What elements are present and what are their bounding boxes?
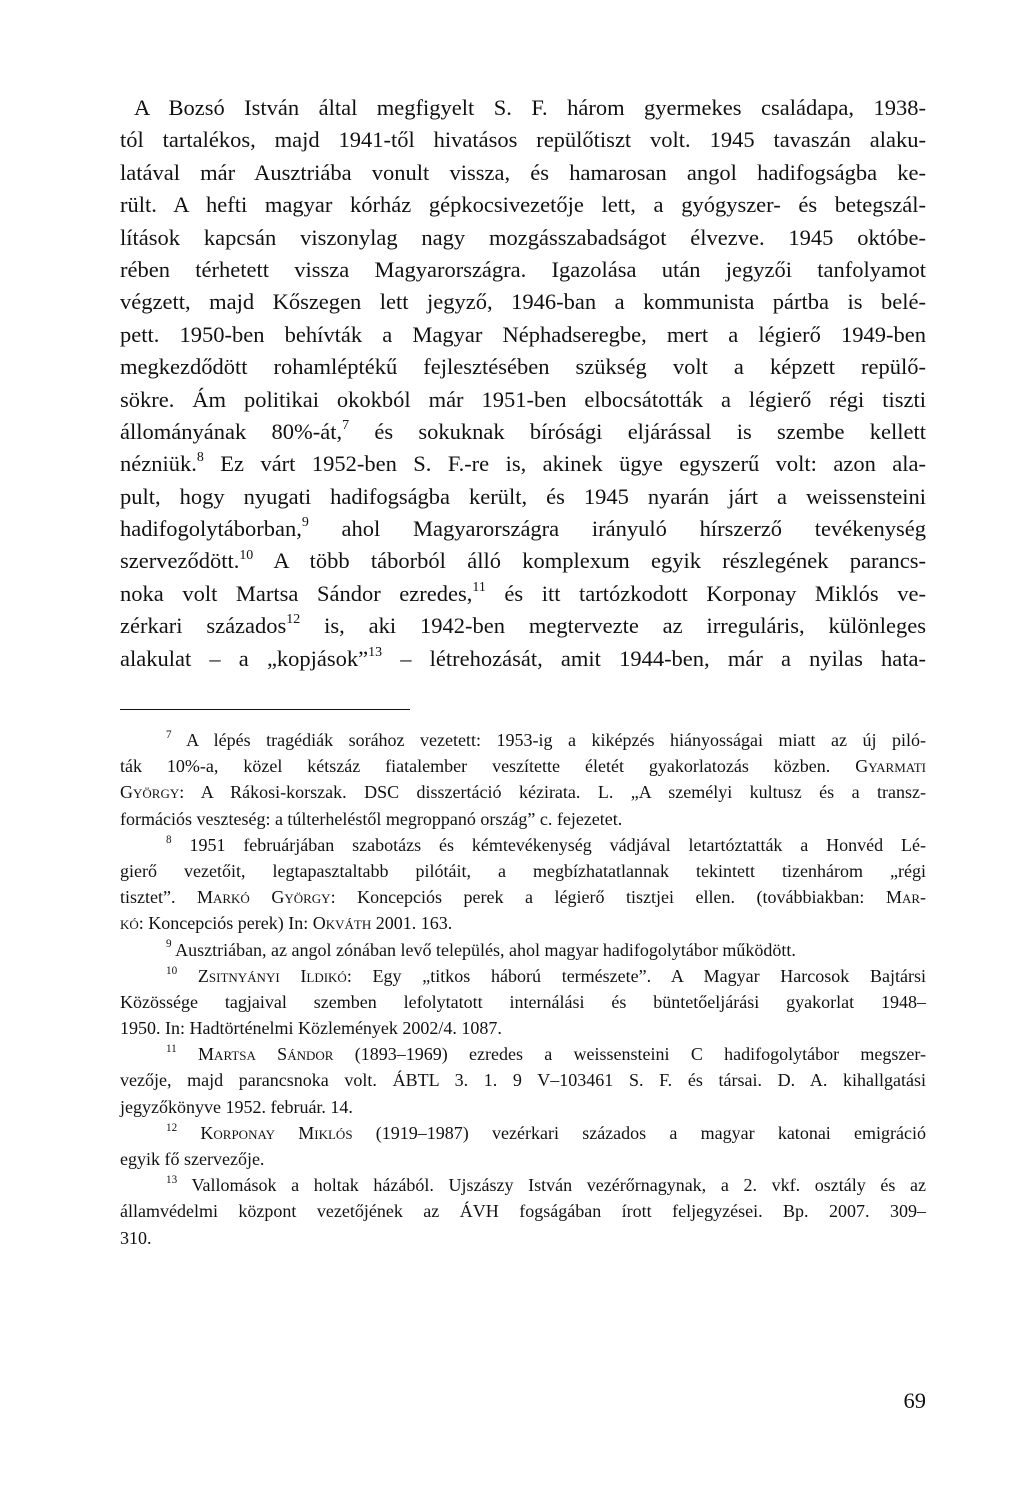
footnote-12 [120, 1120, 926, 1146]
footnotes [120, 727, 926, 1251]
footnote-9 [120, 937, 926, 963]
text-line: rében térhetett vissza Magyarországra. Igazolása után jegyzői tanfolyamot [120, 256, 926, 282]
author-name: Markó György [196, 887, 331, 908]
text-line: megkezdődött rohamléptékű fejlesztésében szükség volt a képzett repülő- [120, 354, 926, 380]
text-run: Ausztriában, az angol zónában levő település, ahol magyar hadifogolytábor működött. [171, 939, 796, 960]
footnote-line: 310. [120, 1227, 152, 1248]
footnote-line: vezője, majd parancsnoka volt. ÁBTL 3. 1. 9 V–103461 S. F. és társai. D. A. kihallgatási [120, 1070, 926, 1091]
footnote-line [120, 910, 926, 936]
text-run: hadifogolytáborban, [120, 516, 302, 542]
main-text [120, 92, 926, 675]
footnote-8 [120, 832, 926, 858]
text-line [120, 513, 926, 545]
footnote-7 [120, 727, 926, 753]
footnote-separator [120, 709, 410, 710]
text-run: Vallomások a holtak házából. Ujszászy István vezérőrnagynak, a 2. vkf. osztály és az [177, 1175, 926, 1196]
footnote-ref-10[interactable]: 10 [239, 547, 254, 563]
text-run: A több táborból álló komplexum egyik részlegének parancs- [253, 548, 926, 574]
text-run: 1951 februárjában szabotázs és kémtevékenység vádjával letartóztatták a Honvéd Lé- [171, 834, 926, 855]
text-run: szerveződött. [120, 548, 240, 574]
text-run: és itt tartózkodott Korponay Miklós ve- [485, 580, 926, 606]
text-line [120, 610, 926, 642]
text-run: is, aki 1942-ben megtervezte az irreguláris, különleges [300, 613, 926, 639]
author-name: Martsa Sándor [198, 1044, 334, 1065]
footnote-line [120, 779, 926, 805]
text-run: noka volt Martsa Sándor ezredes, [120, 580, 473, 606]
text-line [120, 545, 926, 577]
author-name: kó [120, 913, 139, 934]
text-run: ahol Magyarországra irányuló hírszerző tevékenység [308, 516, 926, 542]
text-line: végzett, majd Kőszegen lett jegyző, 1946-ban a kommunista pártba is belé- [120, 289, 926, 315]
author-name: Zsitnyányi Ildikó [197, 965, 347, 986]
footnote-line [120, 753, 926, 779]
text-run: : Koncepciós perek a légierő tisztjei ellen. (továbbiakban: [330, 887, 886, 908]
text-line: rült. A hefti magyar kórház gépkocsivezetője lett, a gyógyszer- és betegszál- [120, 192, 926, 218]
footnote-ref-12[interactable]: 12 [286, 612, 301, 628]
author-name: Gyarmati [855, 756, 926, 777]
text-line [120, 578, 926, 610]
author-name: Mar- [885, 887, 926, 908]
text-run: : Koncepciós perek) In: [138, 913, 313, 934]
footnote-line: formációs veszteség: a túlterheléstől megroppanó ország” c. fejezetet. [120, 808, 623, 829]
text-run: (1893–1969) ezredes a weissensteini C hadifogolytábor megszer- [333, 1044, 926, 1065]
text-run: Ez várt 1952-ben S. F.-re is, akinek ügye egyszerű volt: azon ala- [203, 451, 926, 477]
footnote-ref-8[interactable]: 8 [196, 450, 204, 466]
footnote-ref-7[interactable]: 7 [342, 418, 350, 434]
text-run: – létrehozását, amit 1944-ben, már a nyilas hata- [382, 645, 927, 671]
footnote-number: 13 [166, 1174, 178, 1187]
text-run: alakulat – a „kopjások” [120, 645, 369, 671]
text-line: pult, hogy nyugati hadifogságba került, és 1945 nyarán járt a weissensteini [120, 483, 926, 509]
footnote-11 [120, 1041, 926, 1067]
footnote-line: gierő vezetőit, legtapasztaltabb pilótáit, a megbízhatatlannak tekintett tizenhárom „régi [120, 860, 926, 881]
text-run: A lépés tragédiák sorához vezetett: 1953-ig a kiképzés hiányosságai miatt az új piló- [171, 730, 926, 750]
footnote-line: Közössége tagjaival szemben lefolytatott internálási és büntetőeljárási gyakorlat 1948– [120, 991, 926, 1012]
text-run: zérkari százados [120, 613, 287, 639]
text-line: A Bozsó István által megfigyelt S. F. három gyermekes családapa, 1938- [134, 95, 926, 120]
footnote-ref-13[interactable]: 13 [368, 644, 383, 660]
text-run: állományának 80%-át, [120, 418, 343, 444]
text-run: nézniük. [120, 451, 197, 477]
footnote-line: jegyzőkönyve 1952. február. 14. [120, 1096, 353, 1117]
footnote-number: 10 [166, 964, 178, 977]
author-name: Korponay Miklós [200, 1122, 353, 1143]
text-line [120, 448, 926, 480]
footnote-10 [120, 963, 926, 989]
footnote-number: 11 [166, 1043, 177, 1056]
text-run: ták 10%-a, közel kétszáz fiatalember veszítette életét gyakorlatozás közben. [120, 756, 856, 777]
footnote-number: 12 [166, 1121, 178, 1134]
footnote-13 [120, 1172, 926, 1198]
text-line: sökre. Ám politikai okokból már 1951-ben elbocsátották a légierő régi tiszti [120, 386, 926, 412]
text-line [120, 416, 926, 448]
footnote-line: államvédelmi központ vezetőjének az ÁVH fogságában írott feljegyzései. Bp. 2007. 309– [120, 1201, 926, 1222]
footnote-number: 8 [166, 833, 172, 846]
text-run: és sokuknak bírósági eljárással is szembe kellett [349, 418, 926, 444]
text-line: tól tartalékos, majd 1941-től hivatásos repülőtiszt volt. 1945 tavaszán alaku- [120, 127, 926, 153]
text-run: : A Rákosi-korszak. DSC disszertáció kézirata. L. „A személyi kultusz és a transz- [179, 782, 926, 803]
text-run: (1919–1987) vezérkari százados a magyar katonai emigráció [352, 1122, 927, 1143]
author-name: Okváth [312, 913, 372, 934]
text-run: 2001. 163. [371, 913, 453, 934]
footnote-number: 9 [166, 938, 172, 951]
text-line: lítások kapcsán viszonylag nagy mozgásszabadságot élvezve. 1945 októbe- [120, 224, 926, 250]
footnote-number: 7 [166, 728, 172, 741]
text-run: tisztet”. [120, 887, 197, 908]
text-line: pett. 1950-ben behívták a Magyar Néphadseregbe, mert a légierő 1949-ben [120, 321, 926, 347]
text-line [120, 643, 926, 675]
text-run: : Egy „titkos háború természete”. A Magyar Harcosok Bajtársi [346, 965, 926, 986]
page-number: 69 [903, 1388, 926, 1413]
footnote-line: 1950. In: Hadtörténelmi Közlemények 2002/4. 1087. [120, 1018, 502, 1039]
footnote-line: egyik fő szervezője. [120, 1149, 265, 1169]
footnote-ref-11[interactable]: 11 [472, 579, 486, 595]
text-line: latával már Ausztriába vonult vissza, és hamarosan angol hadifogságba ke- [120, 159, 926, 185]
author-name: György [120, 782, 180, 803]
footnote-ref-9[interactable]: 9 [301, 515, 309, 531]
footnote-line [120, 884, 926, 910]
